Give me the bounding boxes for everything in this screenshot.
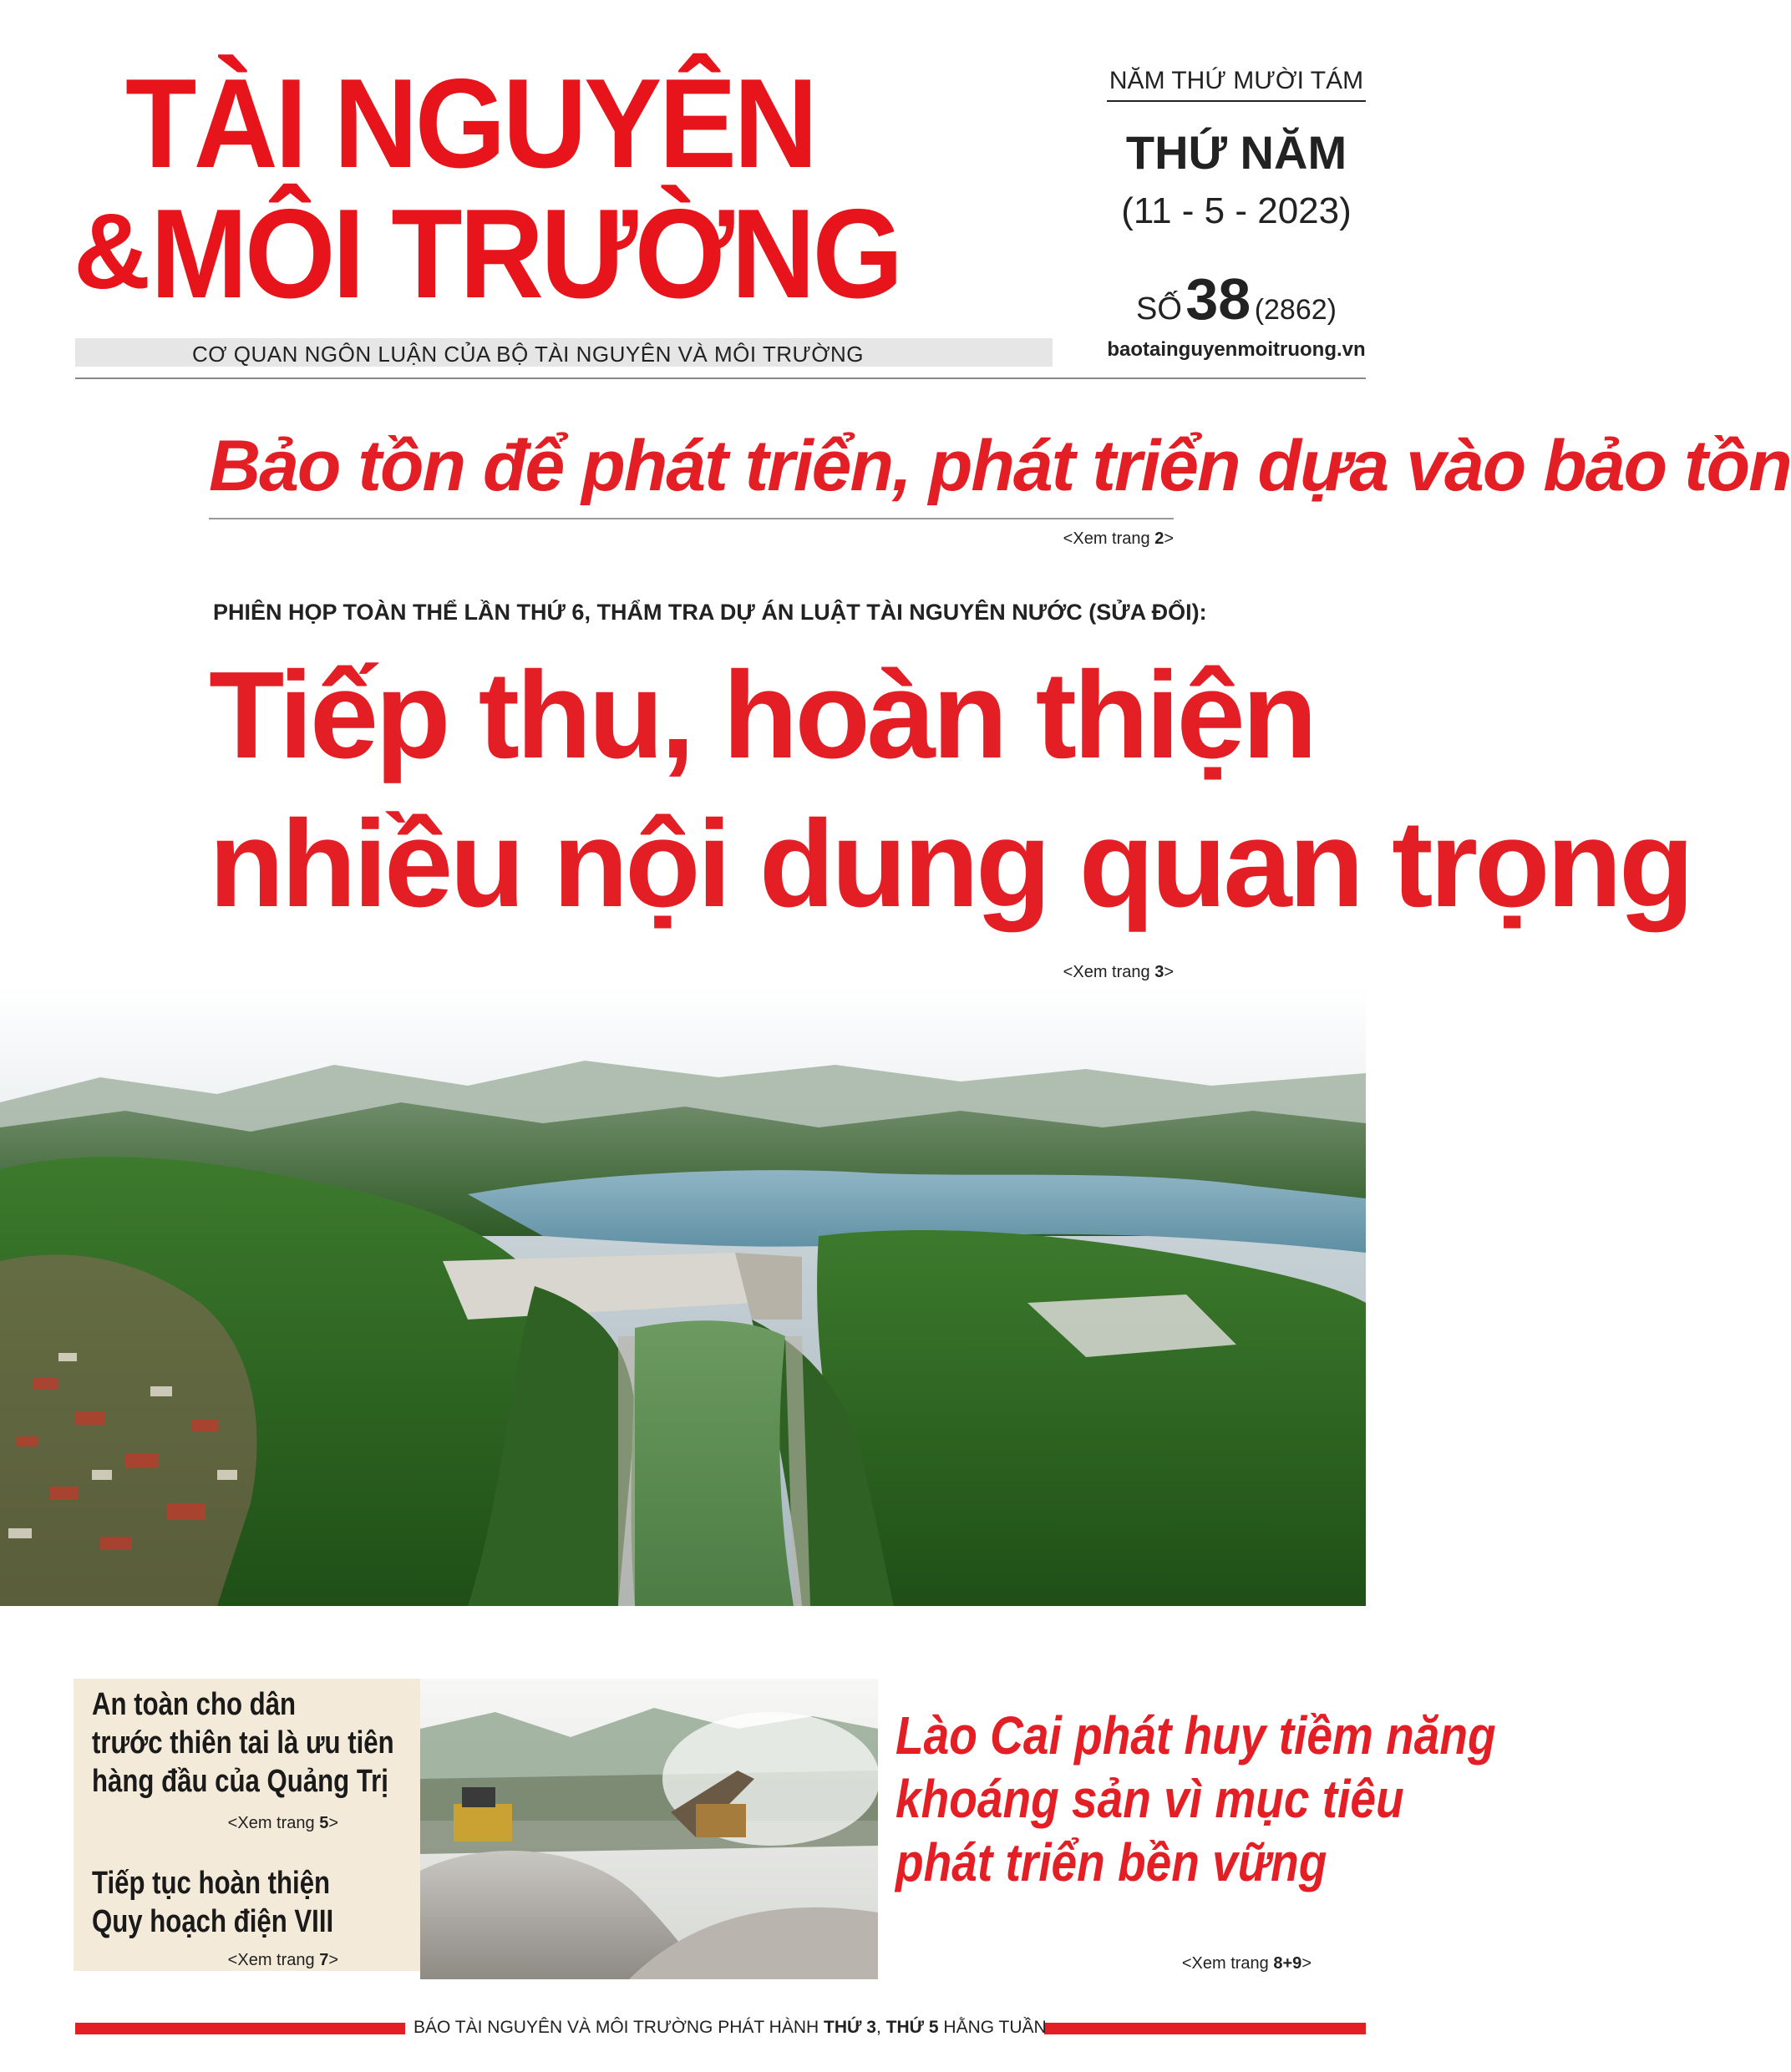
- masthead-tagline: CƠ QUAN NGÔN LUẬN CỦA BỘ TÀI NGUYÊN VÀ MÔI TRƯỜNG: [192, 342, 864, 367]
- page-ref-8-9[interactable]: <Xem trang 8+9>: [1181, 1954, 1312, 1973]
- main-headline-line2: nhiều nội dung quan trọng: [209, 795, 1692, 933]
- page-ref-5[interactable]: <Xem trang 5>: [227, 1814, 338, 1832]
- masthead-ampersand: &: [74, 192, 151, 312]
- quarry-photo: [420, 1679, 878, 1979]
- main-story-headline[interactable]: [209, 641, 1692, 939]
- headline1-divider: [209, 518, 1174, 519]
- page-ref-7[interactable]: <Xem trang 7>: [227, 1951, 338, 1969]
- hydropower-dam-photo: [0, 985, 1366, 1606]
- headline-conservation[interactable]: Bảo tồn để phát triển, phát triển dựa vào bảo tồn: [209, 426, 1791, 506]
- weekday: THỨ NĂM: [1125, 126, 1347, 179]
- year-rule: [1107, 100, 1366, 102]
- side-story-quang-tri[interactable]: [92, 1685, 394, 1801]
- main-story-kicker: PHIÊN HỌP TOÀN THỂ LẦN THỨ 6, THẨM TRA DỰ ÁN LUẬT TÀI NGUYÊN NƯỚC (SỬA ĐỔI):: [213, 600, 1207, 625]
- side2-title-line1: Tiếp tục hoàn thiện: [92, 1866, 331, 1901]
- website-link[interactable]: baotainguyenmoitruong.vn: [1107, 338, 1366, 361]
- page-ref-3[interactable]: <Xem trang 3>: [1063, 963, 1174, 981]
- side1-title-line3: hàng đầu của Quảng Trị: [92, 1764, 388, 1799]
- side-story-power-plan[interactable]: [92, 1864, 333, 1941]
- issue-prefix: SỐ: [1136, 291, 1182, 327]
- issue-number: 38: [1185, 266, 1251, 332]
- masthead-divider: [75, 377, 1366, 379]
- masthead-title-line2: MÔI TRƯỜNG: [150, 183, 901, 325]
- page-ref-2[interactable]: <Xem trang 2>: [1063, 529, 1174, 548]
- footer-bar-left: [75, 2023, 405, 2034]
- issue-date: (11 - 5 - 2023): [1121, 190, 1352, 231]
- masthead-title-line1: TÀI NGUYÊN: [125, 53, 815, 195]
- lao-cai-headline[interactable]: [896, 1704, 1496, 1894]
- main-headline-line1: Tiếp thu, hoàn thiện: [209, 646, 1315, 784]
- issue-number-block: [1107, 266, 1366, 332]
- footer-bar-right: [1044, 2023, 1366, 2034]
- year-line: NĂM THỨ MƯỜI TÁM: [1109, 67, 1364, 94]
- lao-title-line1: Lào Cai phát huy tiềm năng: [896, 1705, 1496, 1766]
- lao-title-line3: phát triển bền vững: [896, 1832, 1327, 1892]
- lao-title-line2: khoáng sản vì mục tiêu: [896, 1769, 1404, 1829]
- side1-title-line1: An toàn cho dân: [92, 1687, 297, 1722]
- footer-publish-schedule: BÁO TÀI NGUYÊN VÀ MÔI TRƯỜNG PHÁT HÀNH THỨ 3, THỨ 5 HẰNG TUẦN: [414, 2018, 1047, 2037]
- side2-title-line2: Quy hoạch điện VIII: [92, 1904, 334, 1939]
- side1-title-line2: trước thiên tai là ưu tiên: [92, 1725, 394, 1760]
- issue-total: (2862): [1254, 294, 1337, 326]
